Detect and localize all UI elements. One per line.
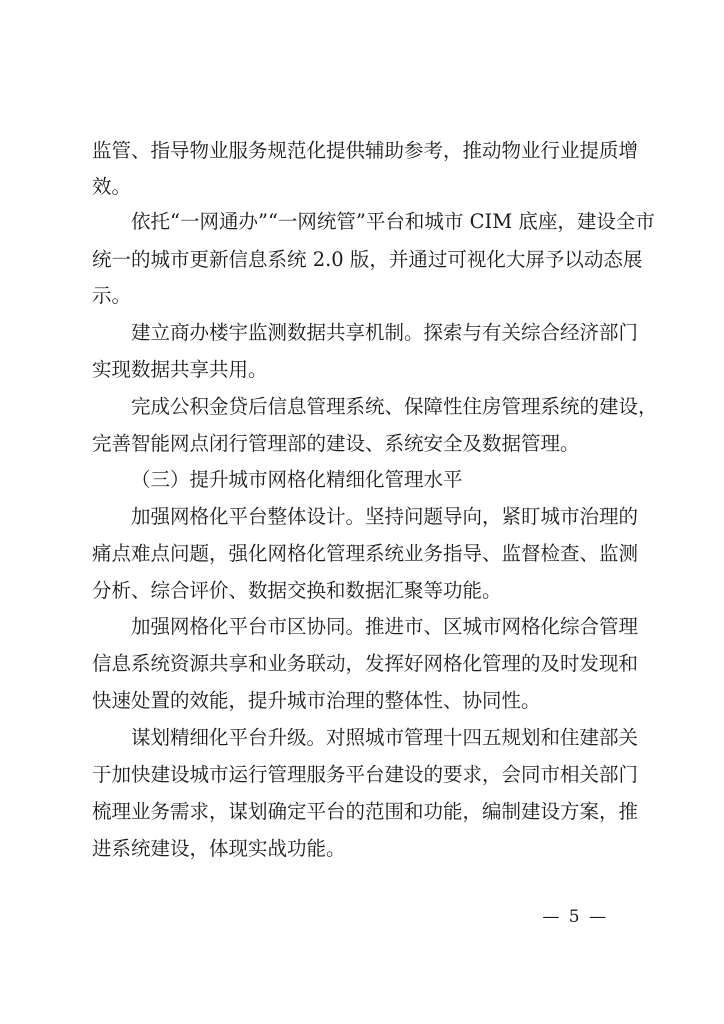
section-heading: （三）提升城市网格化精细化管理水平	[131, 468, 463, 491]
text-line-17: 谋划精细化平台升级。对照城市管理十四五规划和住建部关	[131, 726, 639, 749]
text-line-12: 痛点难点问题，强化网格化管理系统业务指导、监督检查、监测	[92, 542, 639, 565]
text-line-11: 加强网格化平台整体设计。坚持问题导向，紧盯城市治理的	[131, 505, 639, 528]
text-line-18: 于加快建设城市运行管理服务平台建设的要求，会同市相关部门	[92, 763, 639, 786]
text-line-2: 效。	[92, 175, 132, 198]
text-line-1: 监管、指导物业服务规范化提供辅助参考，推动物业行业提质增	[92, 139, 639, 162]
page-number: — 5 —	[542, 907, 608, 927]
text-line-19: 梳理业务需求，谋划确定平台的范围和功能，编制建设方案，推	[92, 800, 639, 823]
text-line-7: 实现数据共享共用。	[92, 358, 268, 381]
text-line-13: 分析、综合评价、数据交换和数据汇聚等功能。	[92, 579, 502, 602]
text-line-4: 统一的城市更新信息系统 2.0 版，并通过可视化大屏予以动态展	[92, 248, 643, 271]
text-line-3: 依托“一网通办”“一网统管”平台和城市 CIM 底座，建设全市	[131, 210, 655, 233]
text-line-9: 完善智能网点闭行管理部的建设、系统安全及数据管理。	[92, 432, 580, 455]
text-line-20: 进系统建设，体现实战功能。	[92, 837, 346, 860]
text-line-5: 示。	[92, 284, 132, 307]
text-line-16: 快速处置的效能，提升城市治理的整体性、协同性。	[92, 689, 541, 712]
text-line-14: 加强网格化平台市区协同。推进市、区城市网格化综合管理	[131, 615, 639, 638]
text-line-15: 信息系统资源共享和业务联动，发挥好网格化管理的及时发现和	[92, 652, 639, 675]
text-line-6: 建立商办楼宇监测数据共享机制。探索与有关综合经济部门	[131, 321, 639, 344]
text-line-8: 完成公积金贷后信息管理系统、保障性住房管理系统的建设，	[131, 395, 658, 418]
